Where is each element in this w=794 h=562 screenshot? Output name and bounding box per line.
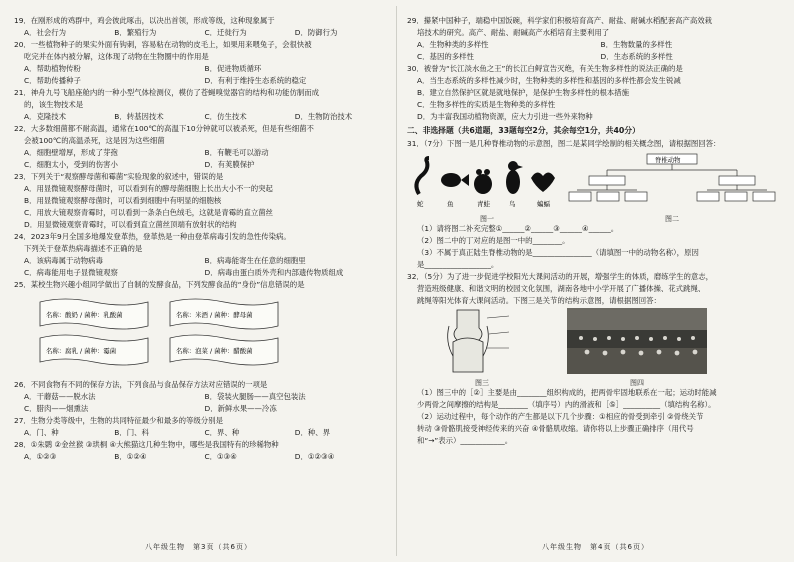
figure-4 xyxy=(567,308,707,386)
figure-2 xyxy=(567,152,777,222)
identity-card-c xyxy=(40,335,148,365)
q26-options: A．干蘑菇——脱水法 B．袋装火腿肠——真空包装法 xyxy=(24,392,306,401)
figure-3 xyxy=(427,308,537,386)
q21-options: A．克隆技术 B．转基因技术 C．仿生技术 D．生物防治技术 xyxy=(24,112,353,121)
page-footer-right: 八年级生物 第4页（共6页） xyxy=(542,543,649,551)
concept-map xyxy=(567,152,777,210)
fish-icon xyxy=(441,173,469,187)
identity-card-a xyxy=(40,299,148,329)
svg-text:名称：泡菜 / 菌种：醋酸菌: 名称：泡菜 / 菌种：醋酸菌 xyxy=(176,347,253,355)
left-page: 19．在刚形成的鸡群中，鸡会彼此啄击，以决出首领，形成等级，这种现象属于 A．社会行为 B．繁殖行为 C．迁徙行为 D．防御行为 20．一些植物种子的果实外面有钩刺，容易粘在动物的皮毛上，如果用来喂兔子，会很快被 吃完并在体内被分解，这体现了动物在生物圈中的作用是 A．帮助植物传粉 B．促进物质循环 C．帮助传播种子 D．有利于维持生态系统的稳定 21．神舟九号飞船座舱内的一种小型气体检测仪，模仿了苍蝇嗅觉器官的结构和功能仿制而成 的，该生物技术是 A．克隆技术 B．转基因技术 C．仿生技术 D．生物防治技术 22．大多数细菌都不耐高温，通常在100℃的高温下10分钟就可以被杀死，但是有些细菌不 会被100℃的高温杀死，这是因为这些细菌 A．细胞壁增厚，形成了芽孢 B．有鞭毛可以游动 C．细胞太小，受到的伤害小 D．有荚膜保护 23．下列关于“观察酵母菌和霉菌”实验现象的叙述中，错误的是 A．用显微镜观察酵母菌时，可以看到有的酵母菌细胞上长出大小不一的突起 B．用显微镜观察酵母菌时，可以看到细胞中有明显的细胞核 C．用放大镜观察青霉时，可以看到一条条白色绒毛，这就是青霉的直立菌丝 D．用显微镜观察青霉时，可以看到直立菌丝顶端有放射状的结构 24．2023年9月全国多地爆发登革热，登革热是一种由登革病毒引发的急性传染病。 下列关于登革热病毒描述不正确的是 A．该病毒属于动物病毒 B．病毒能寄生在任意的细胞里 C．病毒能用电子显微镜观察 D．病毒由蛋白质外壳和内部遗传物质组成 25．某校生物兴趣小组同学做出了自制的发酵食品，下列发酵食品的“身份”信息错误的是 名称：酸奶 / 菌种：乳酸菌 名称：米酒 / 菌种：酵母菌 名称：腐乳 / 菌种：霉菌 名称：泡菜 / 菌种：醋酸菌 26．不同食物有不同的保存方法，下列食品与食品保存方法对应错误的一项是 A．干蘑菇——脱水法 B．袋装火腿肠——真空包装法 C．腊肉——烟熏法 D．新鲜水果——冷冻 27．生物分类等级中，生物的共同特征最少和最多的等级分别是 A．门、种 B．门、科 C．界、种 D．种、界 28．①朱鹮 ②金丝猴 ③珙桐 ④大熊猫这几种生物中，哪些是我国特有的珍稀物种 A．①②③ B．①②④ C．①③④ D．①②③④ 八年级生物 第3页（共6页） xyxy=(0,0,397,562)
q29-options: A．生物种类的多样性 B．生物数量的多样性 xyxy=(417,40,673,49)
q31-sub3: （3）不属于真正陆生脊椎动物的是________________（请填图一中的动物名称），原因 xyxy=(417,247,699,257)
q20-stem: 20．一些植物种子的果实外面有钩刺，容易粘在动物的皮毛上，如果用来喂兔子，会很快被 xyxy=(14,40,312,49)
q23-stem: 23．下列关于“观察酵母菌和霉菌”实验现象的叙述中，错误的是 xyxy=(14,172,224,181)
figure-2-caption: 图二 xyxy=(665,214,679,223)
q24-options: A．该病毒属于动物病毒 B．病毒能寄生在任意的细胞里 xyxy=(24,256,306,265)
q31-sub1: （1）请将图二补充完整①______②______③______④______。 xyxy=(417,223,619,233)
section-heading: 二、非选择题（共6道题，33题每空2分，其余每空1分，共40分） xyxy=(407,126,640,136)
q28-stem: 28．①朱鹮 ②金丝猴 ③珙桐 ④大熊猫这几种生物中，哪些是我国特有的珍稀物种 xyxy=(14,440,279,449)
svg-text:脊椎动物: 脊椎动物 xyxy=(655,155,681,164)
q32-sub2: （2）运动过程中，每个动作的产生都是以下几个步骤：①相应的骨受到牵引 ②骨绕关节 xyxy=(417,412,704,422)
q31-stem: 31．（7分）下图一是几种脊椎动物的示意图，图二是某同学绘制的相关概念图，请根据图回答： xyxy=(407,139,721,149)
figure-1-caption: 图一 xyxy=(480,214,494,223)
q29-stem: 29．攥紧中国种子，端稳中国饭碗，科学家们积极培育高产、耐盐、耐碱水稻配套高产高效栽 xyxy=(407,16,713,25)
svg-text:鱼: 鱼 xyxy=(447,199,454,208)
figure-4-caption: 图四 xyxy=(630,379,644,388)
q19-stem: 19．在刚形成的鸡群中，鸡会彼此啄击，以决出首领，形成等级，这种现象属于 xyxy=(14,16,275,25)
svg-text:名称：腐乳 / 菌种：霉菌: 名称：腐乳 / 菌种：霉菌 xyxy=(46,347,117,355)
fermentation-cards-figure xyxy=(34,294,294,372)
q22-options: A．细胞壁增厚，形成了芽孢 B．有鞭毛可以游动 xyxy=(24,148,269,157)
q21-stem: 21．神舟九号飞船座舱内的一种小型气体检测仪，模仿了苍蝇嗅觉器官的结构和功能仿制而成 xyxy=(14,88,320,97)
joint-diagram xyxy=(427,308,517,374)
q22-stem: 22．大多数细菌都不耐高温，通常在100℃的高温下10分钟就可以被杀死，但是有些细菌不 xyxy=(14,124,314,133)
q30-stem: 30．被誉为“长江淡水鱼之王”的长江白鲟宣告灭绝，有关生物多样性的说法正确的是 xyxy=(407,64,683,73)
svg-text:青蛙: 青蛙 xyxy=(477,199,490,208)
identity-card-d xyxy=(170,335,278,365)
figure-1 xyxy=(407,152,567,222)
bird-icon xyxy=(506,161,523,194)
q32-figures xyxy=(407,308,784,386)
q32-stem: 32．（5分）为了进一步促进学校阳光大课间活动的开展，增强学生的体质，磨练学生的意志， xyxy=(407,271,714,281)
q19-options: A．社会行为 B．繁殖行为 C．迁徙行为 D．防御行为 xyxy=(24,28,338,37)
snake-icon xyxy=(416,158,429,194)
q31-sub2: （2）图二中的丁对应的是图一中的________。 xyxy=(417,235,570,245)
q27-options: A．门、种 B．门、科 C．界、种 D．种、界 xyxy=(24,428,331,437)
q25-stem: 25．某校生物兴趣小组同学做出了自制的发酵食品，下列发酵食品的“身份”信息错误的是 xyxy=(14,280,305,289)
svg-text:蛇: 蛇 xyxy=(417,199,424,208)
frog-icon xyxy=(474,169,492,194)
q20-options: A．帮助植物传粉 B．促进物质循环 xyxy=(24,64,262,73)
q24-stem: 24．2023年9月全国多地爆发登革热，登革热是一种由登革病毒引发的急性传染病。 xyxy=(14,232,291,241)
q31-figures xyxy=(407,152,784,222)
page-footer-left: 八年级生物 第3页（共6页） xyxy=(145,543,252,551)
bat-icon xyxy=(531,172,555,192)
q27-stem: 27．生物分类等级中，生物的共同特征最少和最多的等级分别是 xyxy=(14,416,223,425)
svg-text:蝙蝠: 蝙蝠 xyxy=(537,199,550,208)
svg-text:鸟: 鸟 xyxy=(509,199,516,208)
identity-card-b xyxy=(170,299,278,329)
q28-options: A．①②③ B．①②④ C．①③④ D．①②③④ xyxy=(24,452,335,461)
figure-3-caption: 图三 xyxy=(475,379,489,388)
animal-silhouettes xyxy=(407,152,567,210)
right-page: 29．攥紧中国种子，端稳中国饭碗，科学家们积极培育高产、耐盐、耐碱水稻配套高产高效栽 培技术的研究。高产、耐盐、耐碱高产水稻培育主要利用了 A．生物种类的多样性 B．生物数量的多样性 C．基因的多样性 D．生态系统的多样性 30．被誉为“长江淡水鱼之王”的长江白鲟宣告灭绝，有关生物多样性的说法正确的是 A．当生态系统的多样性减少时，生物种类的多样性和基因的多样性都会发生锐减 B．建立自然保护区就是就地保护，是保护生物多样性的根本措施 C．生物多样性的实质是生物种类的多样性 D．为丰富我国动植物资源，应大力引进一些外来物种 二、非选择题（共6道题，33题每空2分，其余每空1分，共40分） 31．（7分）下图一是几种脊椎动物的示意图，图二是某同学绘制的相关概念图，请根据图回答： 蛇 鱼 青蛙 鸟 蝙蝠 图一 脊椎动物 图二 （1）请将图二补充完整①______②______③______④______。 （2）图二中的丁对应的是图一中的________。 （3）不属于真正陆生脊椎动物的是________________（请填图一中的动物名称），原因 是__________________。 32．（5分）为了进一步促进学校阳光大课间活动的开展，增强学生的体质，磨练学生的意志， 营造班级健康、和谐文明的校园文化氛围，湖南各地中小学开展了广播体操、花式跳绳、 跳绳等阳光体育大课间活动。下图三是关节的结构示意图，请根据图回答： 图三 图四 （1）图三中的［②］主要是由________组织构成的，把两骨牢固地联系在一起；运动时能减 少两骨之间摩擦的结构是________（填序号）内的滑液和［⑤］__________（填结构名称）。 （2）运动过程中，每个动作的产生都是以下几个步骤：①相应的骨受到牵引 ②骨绕关节 转动 ③骨骼肌接受神经传来的兴奋 ④骨骼肌收缩。请你将以上步骤正确排序（用代号 和“→”表示）____________。 八年级生物 第4页（共6页） xyxy=(397,0,794,562)
svg-text:名称：酸奶 / 菌种：乳酸菌: 名称：酸奶 / 菌种：乳酸菌 xyxy=(46,311,123,319)
exercise-photo xyxy=(567,308,707,374)
svg-text:名称：米酒 / 菌种：酵母菌: 名称：米酒 / 菌种：酵母菌 xyxy=(176,311,253,319)
q26-stem: 26．不同食物有不同的保存方法，下列食品与食品保存方法对应错误的一项是 xyxy=(14,380,268,389)
q32-sub1: （1）图三中的［②］主要是由________组织构成的，把两骨牢固地联系在一起；运动时能减 xyxy=(417,388,717,398)
